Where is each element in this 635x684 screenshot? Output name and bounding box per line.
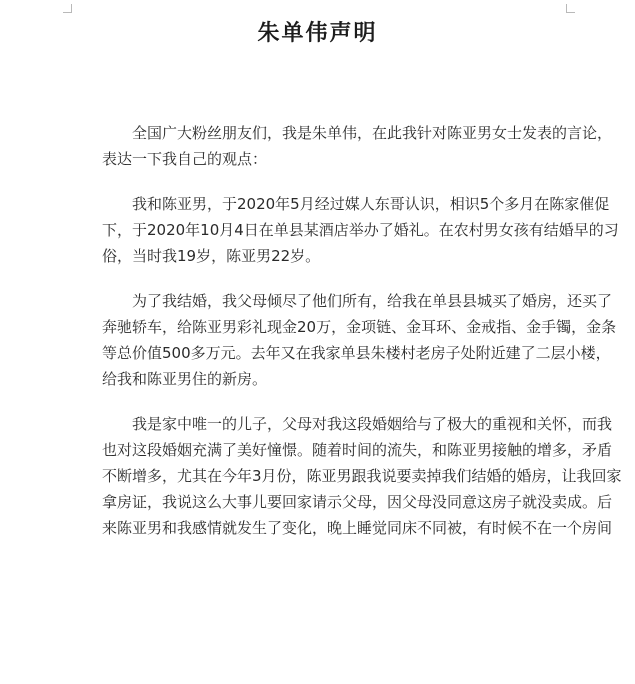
- document-body: [72, 120, 622, 560]
- paragraph-line: 表达一下我自己的观点：: [102, 150, 268, 168]
- page-corner-mark-right: [566, 4, 575, 13]
- paragraph-line: 我和陈亚男，于2020年5月经过媒人东哥认识，相识5个多月在陈家催促: [132, 195, 610, 213]
- paragraph-line: 不断增多，尤其在今年3月份，陈亚男跟我说要卖掉我们结婚的婚房，让我回家: [102, 467, 622, 485]
- paragraph-line: 下，于2020年10月4日在单县某酒店举办了婚礼。在农村男女孩有结婚早的习: [102, 221, 619, 239]
- paragraph-line: 给我和陈亚男住的新房。: [102, 370, 268, 388]
- paragraph-4: [72, 411, 622, 541]
- paragraph-line: 奔驰轿车，给陈亚男彩礼现金20万，金项链、金耳环、金戒指、金手镯，金条: [102, 318, 617, 336]
- paragraph-line: 拿房证，我说这么大事儿要回家请示父母，因父母没同意这房子就没卖成。后: [102, 493, 613, 511]
- page-corner-mark-left: [63, 4, 72, 13]
- paragraph-line: 来陈亚男和我感情就发生了变化，晚上睡觉同床不同被，有时候不在一个房间: [102, 519, 613, 537]
- paragraph-3: [72, 288, 617, 392]
- page-title: 朱单伟声明: [257, 21, 378, 46]
- paragraph-line: 全国广大粉丝朋友们，我是朱单伟，在此我针对陈亚男女士发表的言论，: [132, 124, 613, 142]
- paragraph-line: 也对这段婚姻充满了美好憧憬。随着时间的流失，和陈亚男接触的增多，矛盾: [102, 441, 613, 459]
- paragraph-line: 等总价值500多万元。去年又在我家单县朱楼村老房子处附近建了二层小楼，: [102, 344, 611, 362]
- paragraph-2: [72, 191, 619, 269]
- paragraph-line: 为了我结婚，我父母倾尽了他们所有，给我在单县县城买了婚房，还买了: [132, 292, 613, 310]
- paragraph-1: [72, 120, 613, 172]
- paragraph-line: 我是家中唯一的儿子，父母对我这段婚姻给与了极大的重视和关怀，而我: [132, 415, 613, 433]
- paragraph-line: 俗，当时我19岁，陈亚男22岁。: [102, 247, 321, 265]
